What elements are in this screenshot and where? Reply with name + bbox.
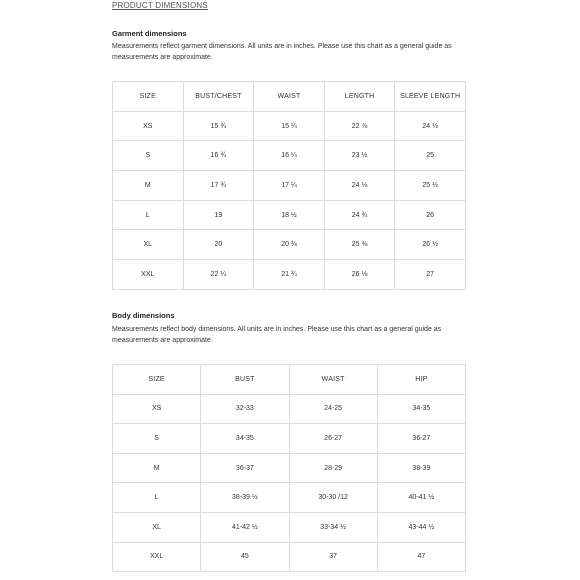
measurement-cell: 15 ¼: [254, 111, 325, 141]
measurement-cell: 16 ¾: [183, 141, 254, 171]
measurement-cell: 36-27: [377, 424, 465, 454]
measurement-cell: 38-39 ½: [201, 483, 289, 513]
body-size-table: [112, 364, 466, 572]
measurement-cell: 26 ⅛: [324, 260, 395, 290]
measurement-cell: 32-33: [201, 394, 289, 424]
size-label-cell: S: [113, 141, 184, 171]
table-row: [113, 542, 466, 572]
table-row: [113, 424, 466, 454]
column-header: SIZE: [113, 82, 184, 112]
table-row: [113, 453, 466, 483]
measurement-cell: 24 ½: [395, 111, 466, 141]
measurement-cell: 20 ⅜: [254, 230, 325, 260]
measurement-cell: 16 ¼: [254, 141, 325, 171]
measurement-cell: 26 ½: [395, 230, 466, 260]
measurement-cell: 41-42 ½: [201, 512, 289, 542]
measurement-cell: 25: [395, 141, 466, 171]
size-label-cell: M: [113, 453, 201, 483]
measurement-cell: 36-37: [201, 453, 289, 483]
measurement-cell: 17 ¾: [183, 171, 254, 201]
measurement-cell: 33-34 ½: [289, 512, 377, 542]
measurement-cell: 25 ⅜: [324, 230, 395, 260]
measurement-cell: 24-25: [289, 394, 377, 424]
measurement-cell: 37: [289, 542, 377, 572]
page-title[interactable]: PRODUCT DIMENSIONS: [112, 1, 208, 10]
table-row: [113, 141, 466, 171]
measurement-cell: 24 ⅛: [324, 171, 395, 201]
measurement-cell: 38-39: [377, 453, 465, 483]
table-row: [113, 171, 466, 201]
garment-size-table: [112, 81, 466, 290]
table-row: [113, 230, 466, 260]
column-header: BUST: [201, 365, 289, 395]
measurement-cell: 15 ¾: [183, 111, 254, 141]
size-label-cell: XL: [113, 512, 201, 542]
table-row: [113, 394, 466, 424]
size-label-cell: S: [113, 424, 201, 454]
size-label-cell: M: [113, 171, 184, 201]
measurement-cell: 19: [183, 200, 254, 230]
table-row: [113, 512, 466, 542]
column-header: WAIST: [254, 82, 325, 112]
measurement-cell: 28-29: [289, 453, 377, 483]
table-header-row: [113, 365, 466, 395]
measurement-cell: 25 ½: [395, 171, 466, 201]
measurement-cell: 45: [201, 542, 289, 572]
measurement-cell: 30-30 /12: [289, 483, 377, 513]
size-label-cell: XXL: [113, 260, 184, 290]
size-label-cell: XS: [113, 111, 184, 141]
column-header: LENGTH: [324, 82, 395, 112]
size-label-cell: L: [113, 200, 184, 230]
measurement-cell: 47: [377, 542, 465, 572]
measurement-cell: 24 ¾: [324, 200, 395, 230]
garment-section-description: Measurements reflect garment dimensions. All units are in inches. Please use this chart as a general guide as measurements are approximate.: [112, 43, 452, 61]
measurement-cell: 17 ¼: [254, 171, 325, 201]
measurement-cell: 40-41 ½: [377, 483, 465, 513]
table-row: [113, 260, 466, 290]
size-label-cell: L: [113, 483, 201, 513]
size-label-cell: XS: [113, 394, 201, 424]
measurement-cell: 21 ¾: [254, 260, 325, 290]
measurement-cell: 26-27: [289, 424, 377, 454]
body-section-description: Measurements reflect body dimensions. All units are in inches. Please use this chart as a general guide as measurements are approximate.: [112, 326, 442, 344]
table-row: [113, 200, 466, 230]
column-header: BUST/CHEST: [183, 82, 254, 112]
measurement-cell: 18 ½: [254, 200, 325, 230]
measurement-cell: 43-44 ½: [377, 512, 465, 542]
column-header: SIZE: [113, 365, 201, 395]
measurement-cell: 20: [183, 230, 254, 260]
measurement-cell: 23 ½: [324, 141, 395, 171]
measurement-cell: 22 ¼: [183, 260, 254, 290]
column-header: HIP: [377, 365, 465, 395]
table-header-row: [113, 82, 466, 112]
column-header: WAIST: [289, 365, 377, 395]
measurement-cell: 26: [395, 200, 466, 230]
table-row: [113, 111, 466, 141]
measurement-cell: 34-35: [201, 424, 289, 454]
size-label-cell: XL: [113, 230, 184, 260]
table-row: [113, 483, 466, 513]
size-label-cell: XXL: [113, 542, 201, 572]
measurement-cell: 22 ⅞: [324, 111, 395, 141]
measurement-cell: 27: [395, 260, 466, 290]
measurement-cell: 34-35: [377, 394, 465, 424]
garment-section-title: Garment dimensions: [112, 29, 187, 38]
column-header: SLEEVE LENGTH: [395, 82, 466, 112]
body-section-title: Body dimensions: [112, 311, 175, 320]
